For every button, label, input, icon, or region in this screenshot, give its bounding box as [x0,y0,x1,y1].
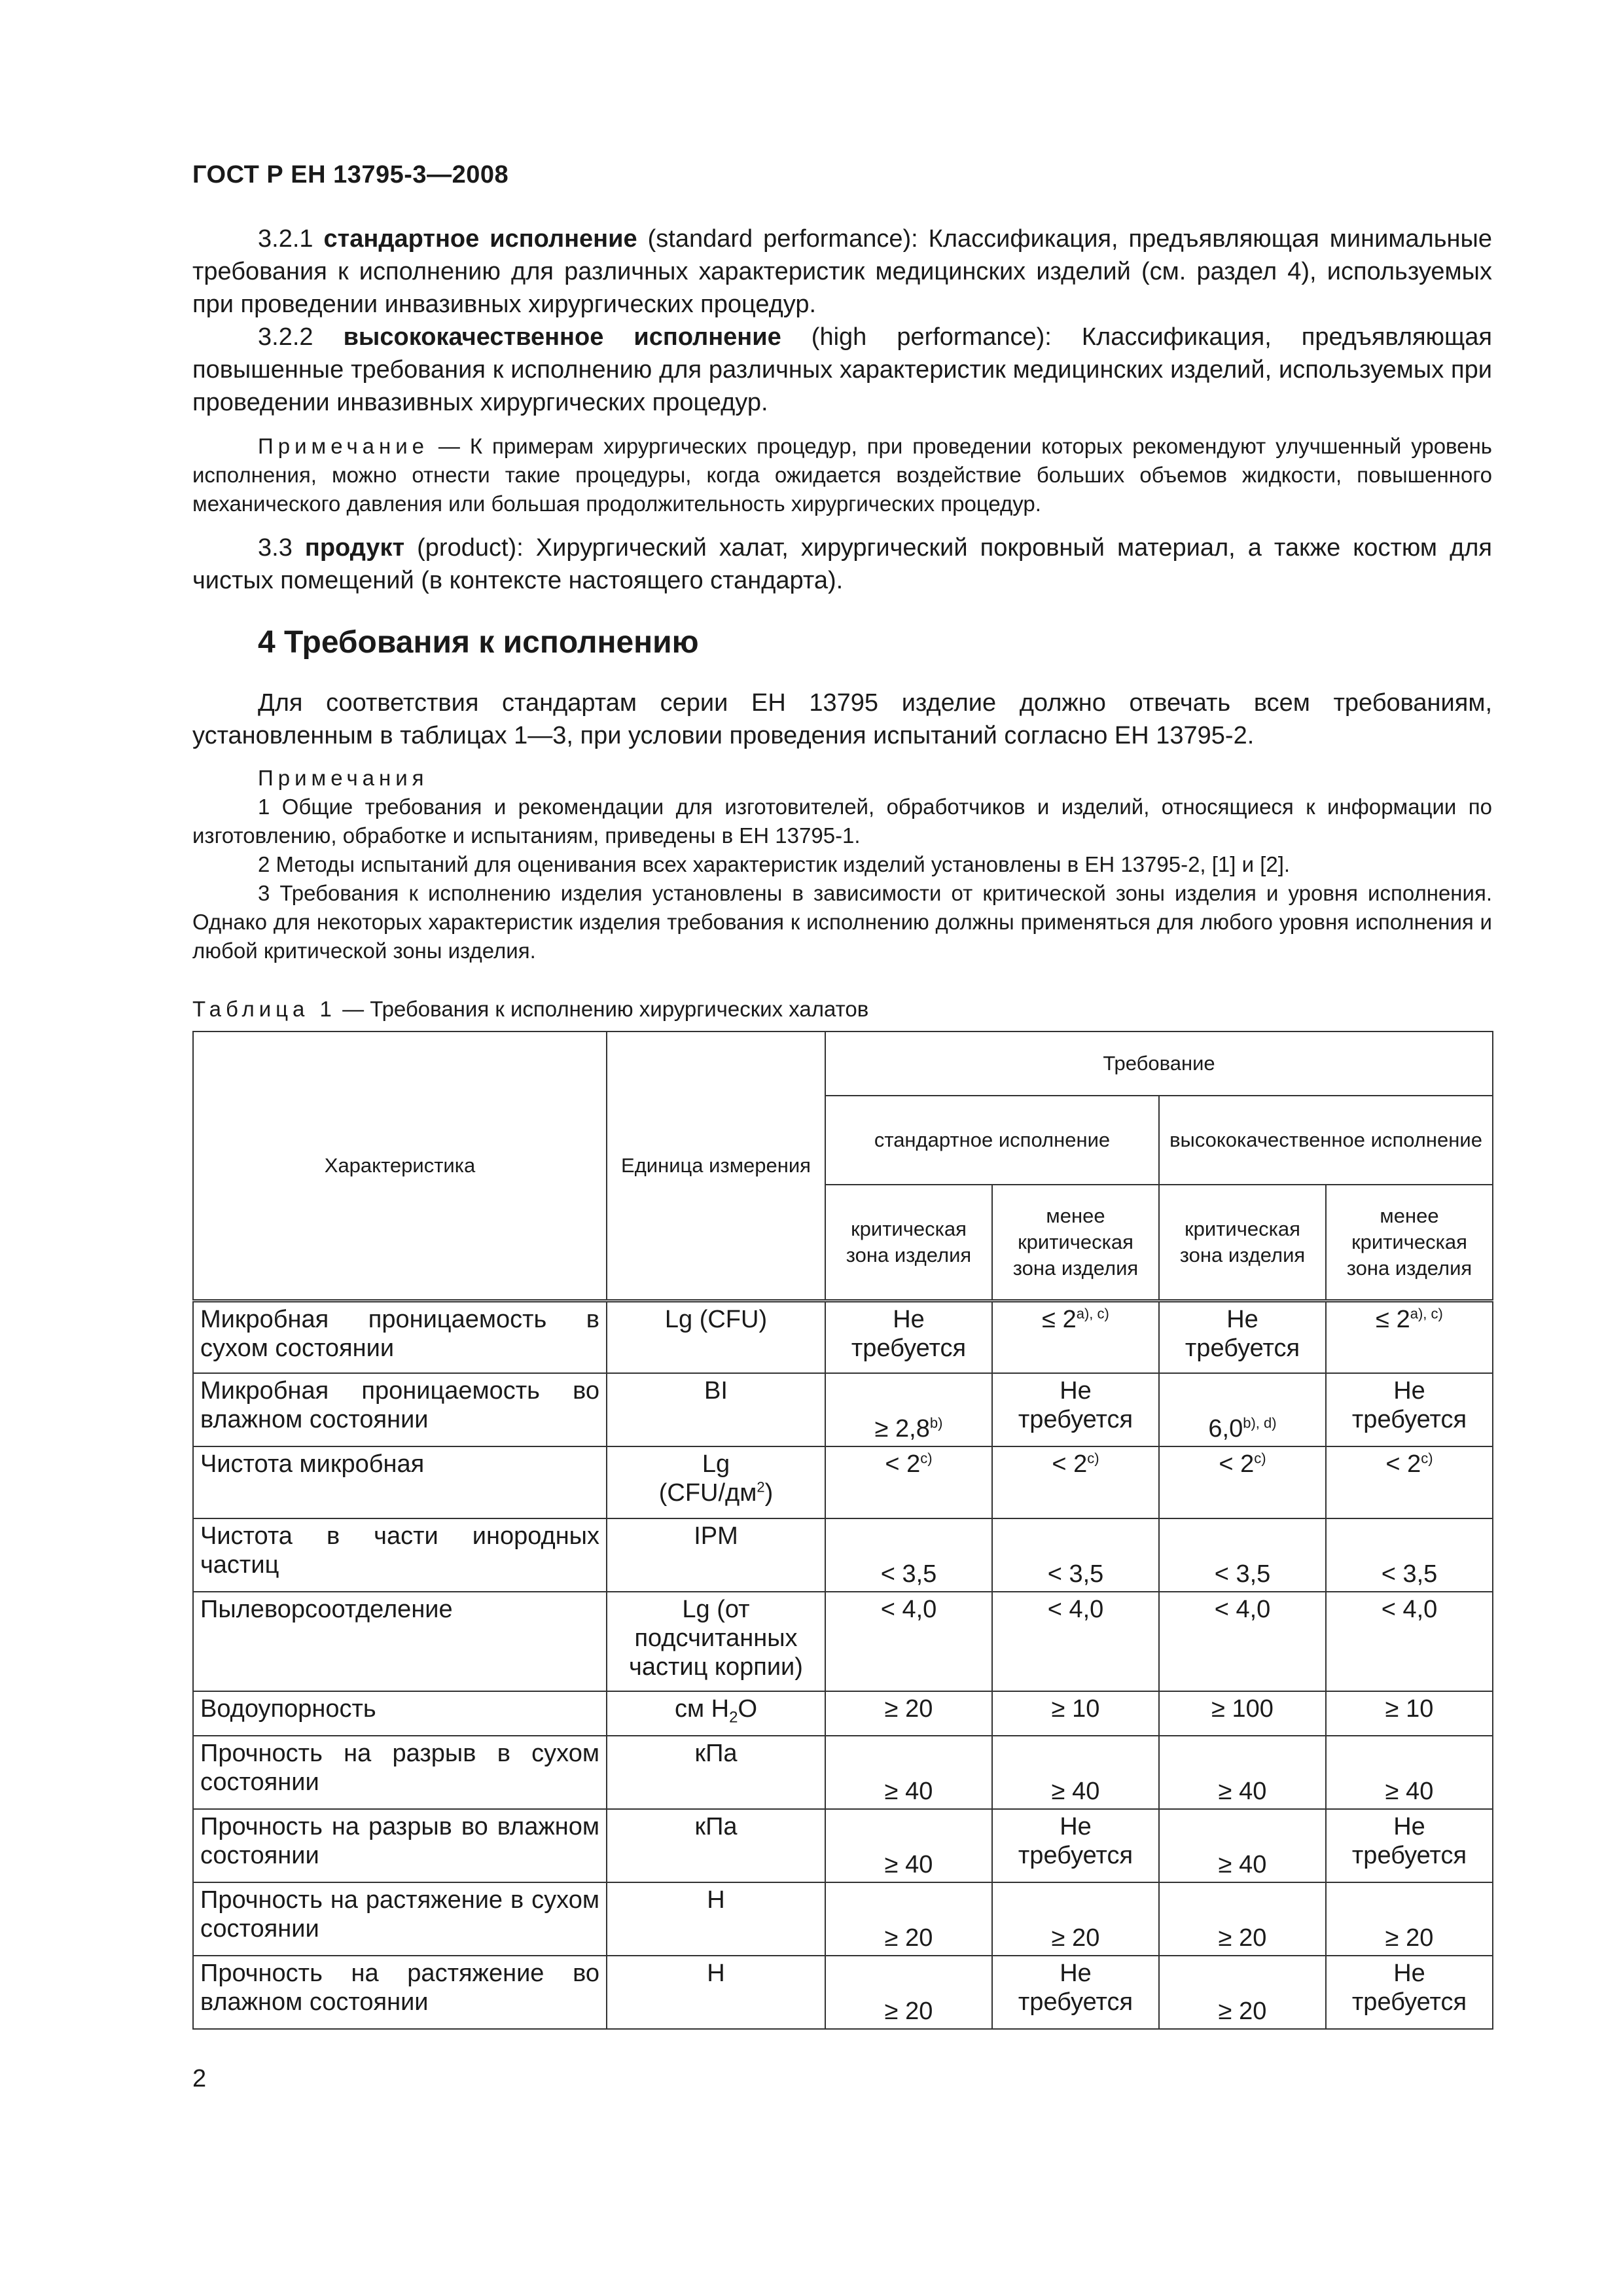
header-unit: Единица измерения [607,1031,825,1301]
cell-characteristic: Чистота микробная [193,1446,607,1518]
cell-value: ≥ $2,8^{b)}$ [825,1373,992,1446]
cell-value: < 3,5 [825,1518,992,1592]
cell-unit: BI [607,1373,825,1446]
header-characteristic: Характеристика [193,1031,607,1301]
definition-3-3 [192,531,1492,597]
cell-value: < $2^{c)}$ [992,1446,1159,1518]
table-row [193,1446,1493,1518]
cell-characteristic: Чистота в части инородных частиц [193,1518,607,1592]
cell-unit: см $H_2O$ [607,1691,825,1736]
table-row [193,1809,1493,1882]
table-caption [192,997,1492,1022]
definition-text: (standard performance): Классификация, предъявляющая минимальные требования к исполнению для различных характеристик медицинских изделий (см. раздел 4), используемых при проведении инвазивных хирургических процедур. [192,225,1492,318]
cell-value: < 4,0 [825,1592,992,1691]
cell-value: Не требуется [992,1956,1159,2029]
table-row [193,1691,1493,1736]
cell-value: < $2^{c)}$ [825,1446,992,1518]
cell-characteristic: Прочность на разрыв в сухом состоянии [193,1736,607,1809]
section-title: 4 Требования к исполнению [258,625,699,660]
cell-characteristic: Водоупорность [193,1691,607,1736]
cell-value: < 4,0 [992,1592,1159,1691]
cell-value: < 4,0 [1159,1592,1326,1691]
table-row [193,1592,1493,1691]
clause-number: 3.2.1 [258,225,313,253]
document-code-header: ГОСТ Р ЕН 13795-3—2008 [192,161,509,188]
cell-value: ≥ 20 [1326,1882,1493,1956]
table-row [193,1373,1493,1446]
term: стандартное исполнение [323,225,637,253]
note-text: — К примерам хирургических процедур, при проведении которых рекомендуют улучшенный уровень исполнения, можно отнести такие процедуры, когда ожидается воздействие больших объемов жидкости, повышенного механического давления или большая продолжительность хирургических процедур. [192,434,1492,516]
cell-value: Не требуется [992,1373,1159,1446]
cell-value: ≥ 20 [825,1882,992,1956]
cell-value: < $2^{c)}$ [1159,1446,1326,1518]
cell-value: < 3,5 [1159,1518,1326,1592]
cell-value: ≥ 40 [1159,1809,1326,1882]
cell-characteristic: Пылеворсоотделение [193,1592,607,1691]
header-less-critical: менее критическая зона изделия [992,1185,1159,1301]
cell-value: ≥ 40 [992,1736,1159,1809]
table-row [193,1301,1493,1373]
cell-value: Не требуется [1326,1373,1493,1446]
cell-unit: кПа [607,1809,825,1882]
notes-label: Примечания [258,766,429,790]
cell-value: $6,0^{b), d)}$ [1159,1373,1326,1446]
table-row [193,1518,1493,1592]
cell-value: ≥ 20 [825,1691,992,1736]
cell-value: ≤ $2^{a), c)}$ [992,1301,1159,1373]
section-intro: Для соответствия стандартам серии ЕН 13795 изделие должно отвечать всем требованиям, установленным в таблицах 1—3, при условии проведения испытаний согласно ЕН 13795-2. [192,689,1492,749]
cell-value: Не требуется [1326,1809,1493,1882]
cell-value: ≥ 20 [825,1956,992,2029]
cell-value: ≤ $2^{a), c)}$ [1326,1301,1493,1373]
table-caption-label: Таблица 1 [192,997,336,1021]
header-high: высококачественное исполнение [1159,1096,1493,1185]
cell-unit: Н [607,1882,825,1956]
table-caption-text: — Требования к исполнению хирургических халатов [336,997,869,1021]
cell-value: ≥ 20 [1159,1956,1326,2029]
note-item: 2 Методы испытаний для оценивания всех характеристик изделий установлены в ЕН 13795-2, [1] и [2]. [258,852,1291,876]
cell-value: Не требуется [825,1301,992,1373]
note-item: 3 Требования к исполнению изделия установлены в зависимости от критической зоны изделия и уровня исполнения. Однако для некоторых характеристик изделия требования к исполнению должны применяться для любого уровня исполнения и любой критической зоны изделия. [192,881,1492,963]
cell-unit: кПа [607,1736,825,1809]
cell-value: ≥ 40 [825,1736,992,1809]
cell-value: Не требуется [992,1809,1159,1882]
cell-value: ≥ 100 [1159,1691,1326,1736]
header-less-critical: менее критическая зона изделия [1326,1185,1493,1301]
cell-unit: Н [607,1956,825,2029]
cell-value: < 4,0 [1326,1592,1493,1691]
header-standard: стандартное исполнение [825,1096,1159,1185]
cell-characteristic: Прочность на растяжение во влажном состоянии [193,1956,607,2029]
note-item: 1 Общие требования и рекомендации для изготовителей, обработчиков и изделий, относящиеся к информации по изготовлению, обработке и испытаниям, приведены в ЕН 13795-1. [192,795,1492,848]
cell-characteristic: Микробная проницаемость во влажном состоянии [193,1373,607,1446]
cell-unit: IPM [607,1518,825,1592]
cell-unit: Lg $(CFU/дм^2)$ [607,1446,825,1518]
cell-value: ≥ 40 [1159,1736,1326,1809]
table-row [193,1956,1493,2029]
cell-value: ≥ 40 [1326,1736,1493,1809]
header-critical: критическая зона изделия [825,1185,992,1301]
cell-characteristic: Прочность на растяжение в сухом состоянии [193,1882,607,1956]
cell-value: Не требуется [1159,1301,1326,1373]
cell-value: Не требуется [1326,1956,1493,2029]
cell-value: ≥ 20 [992,1882,1159,1956]
requirements-table [192,1031,1493,2030]
cell-value: ≥ 10 [992,1691,1159,1736]
cell-value: < $2^{c)}$ [1326,1446,1493,1518]
note-block [192,432,1492,518]
clause-number: 3.2.2 [258,323,313,351]
header-requirement: Требование [825,1031,1493,1096]
cell-value: < 3,5 [1326,1518,1493,1592]
definition-text: (product): Хирургический халат, хирургический покровный материал, а также костюм для чистых помещений (в контексте настоящего стандарта). [192,534,1493,594]
cell-unit: Lg (от подсчитанных частиц корпии) [607,1592,825,1691]
table-row [193,1882,1493,1956]
page-content [192,223,1492,2030]
cell-value: ≥ 10 [1326,1691,1493,1736]
definition-text: (high performance): Классификация, предъявляющая повышенные требования к исполнению для различных характеристик медицинских изделий, используемых при проведении инвазивных хирургических процедур. [192,323,1493,416]
table-row [193,1736,1493,1809]
clause-number: 3.3 [258,534,293,562]
definition-3-2-2 [192,321,1492,419]
cell-characteristic: Микробная проницаемость в сухом состоянии [193,1301,607,1373]
cell-characteristic: Прочность на разрыв во влажном состоянии [193,1809,607,1882]
note-label: Примечание [258,434,429,458]
header-critical: критическая зона изделия [1159,1185,1326,1301]
term: высококачественное исполнение [343,323,781,351]
term: продукт [304,534,405,562]
definition-3-2-1 [192,223,1492,321]
cell-value: ≥ 20 [1159,1882,1326,1956]
page-number: 2 [192,2065,207,2092]
cell-value: ≥ 40 [825,1809,992,1882]
cell-value: < 3,5 [992,1518,1159,1592]
cell-unit: Lg (CFU) [607,1301,825,1373]
